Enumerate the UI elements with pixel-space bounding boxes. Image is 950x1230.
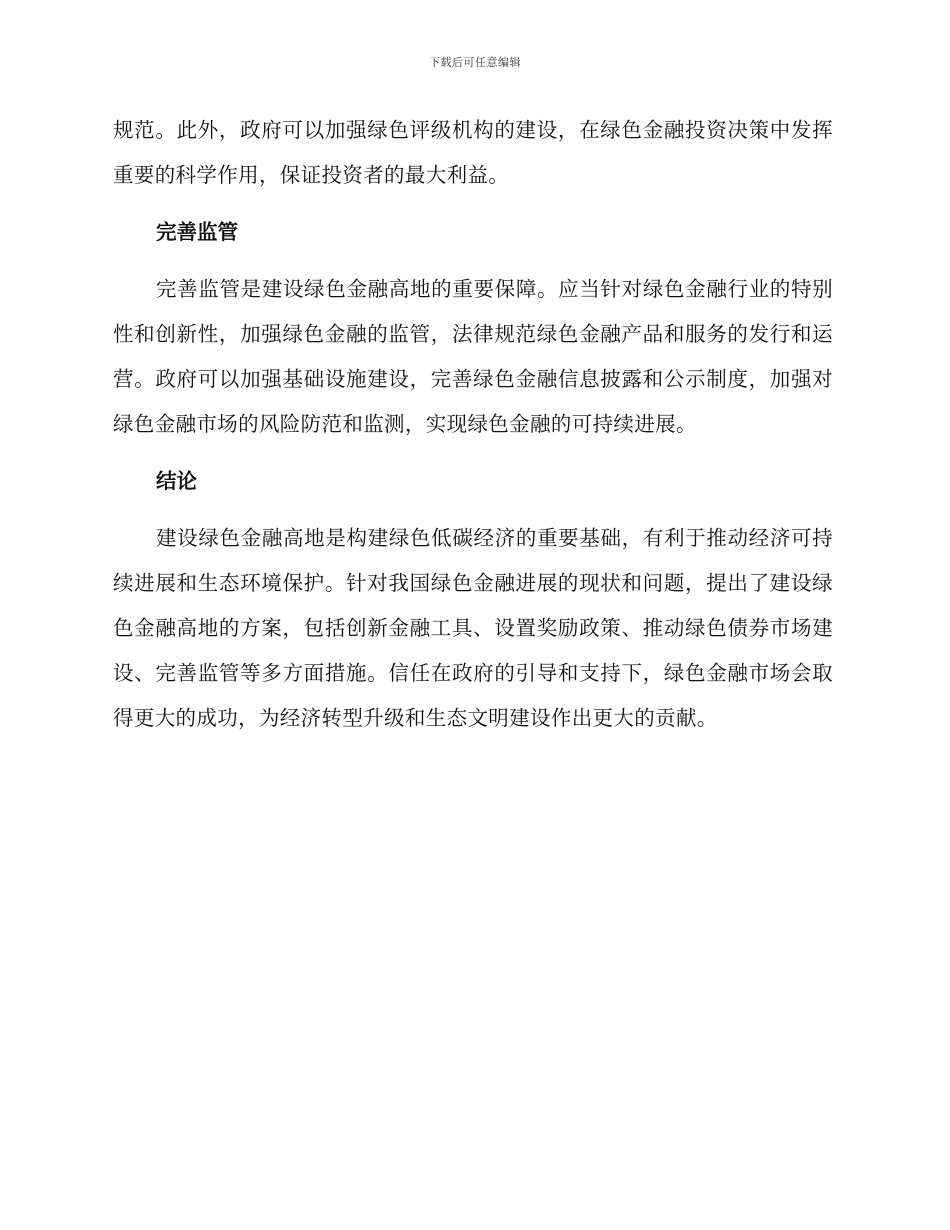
section-heading-supervision: 完善监管 bbox=[156, 220, 238, 244]
intro-paragraph: 规范。此外，政府可以加强绿色评级机构的建设，在绿色金融投资决策中发挥重要的科学作用，保证投资者的最大利益。 bbox=[113, 118, 833, 187]
header-note: 下载后可任意编辑 bbox=[429, 56, 521, 69]
section-heading-conclusion: 结论 bbox=[156, 469, 197, 493]
document-body bbox=[113, 108, 833, 741]
section-paragraph-supervision: 完善监管是建设绿色金融高地的重要保障。应当针对绿色金融行业的特别性和创新性，加强绿色金融的监管，法律规范绿色金融产品和服务的发行和运营。政府可以加强基础设施建设，完善绿色金融信息披露和公示制度，加强对绿色金融市场的风险防范和监测，实现绿色金融的可持续进展。 bbox=[113, 277, 833, 436]
section-paragraph-conclusion: 建设绿色金融高地是构建绿色低碳经济的重要基础，有利于推动经济可持续进展和生态环境保护。针对我国绿色金融进展的现状和问题，提出了建设绿色金融高地的方案，包括创新金融工具、设置奖励政策、推动绿色债券市场建设、完善监管等多方面措施。信任在政府的引导和支持下，绿色金融市场会取得更大的成功，为经济转型升级和生态文明建设作出更大的贡献。 bbox=[113, 526, 833, 730]
